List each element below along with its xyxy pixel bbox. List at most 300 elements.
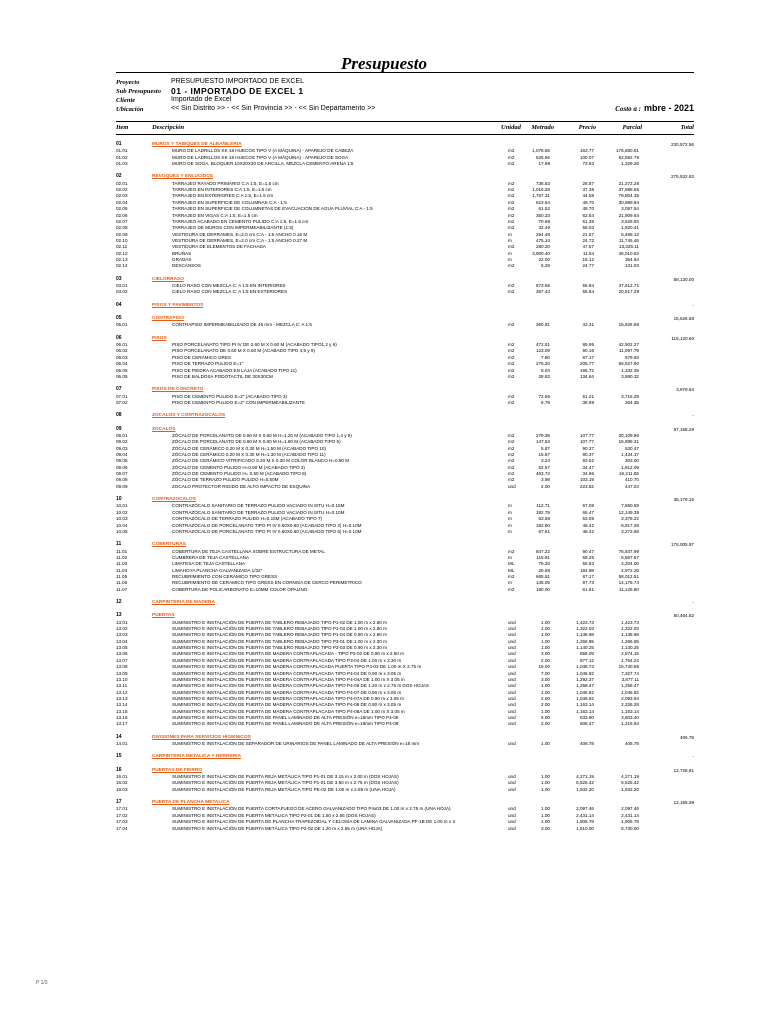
item-code: 01.01	[116, 148, 128, 154]
quantity: 2.00	[541, 695, 550, 701]
unit-price: 103.19	[579, 477, 594, 483]
item-code: 07	[116, 386, 122, 393]
quantity: 17.98	[538, 161, 550, 167]
quantity: 254.48	[535, 231, 550, 237]
unit-price: 100.07	[579, 154, 594, 160]
description: ZÓCALO DE PORCELANATO DE 0.60 M X 0.60 M H=1.80 M (ACABADO TIPO 5)	[172, 439, 341, 445]
unit: m2	[508, 458, 515, 464]
quantity: 32.49	[538, 225, 550, 231]
unit-price: 90.37	[582, 452, 594, 457]
col-item: Item	[116, 124, 129, 131]
quantity: 145.05	[535, 580, 550, 586]
unit: m2	[508, 439, 515, 445]
partial: 30,989.94	[618, 199, 639, 205]
item-code: 09.03	[116, 445, 128, 451]
partial: 78,804.35	[618, 193, 639, 199]
description: ZOCALOS	[152, 426, 176, 432]
quantity: 1.00	[541, 780, 550, 786]
table-row	[116, 399, 694, 406]
unit-price: 165.72	[579, 367, 594, 373]
unit: ML	[508, 561, 515, 567]
unit: m	[508, 509, 512, 515]
col-unidad: Unidad	[501, 124, 521, 131]
unit-price: 56.03	[582, 225, 594, 231]
partial: 1,216.94	[621, 721, 639, 727]
partial: 1,046.82	[621, 689, 639, 695]
total: -	[692, 754, 694, 760]
quantity: 6.00	[541, 714, 550, 720]
unit-price: 38.99	[582, 399, 594, 405]
unit: und	[508, 721, 516, 727]
description: MURO DE SOGA, BLOQUER 10X20X30 DE ARCILLA, MEZCLA CEMENTO:ARENA 1:5	[172, 161, 354, 167]
partial: 354.64	[624, 256, 639, 262]
unit-price: 34.47	[582, 464, 594, 470]
unit: m2	[508, 452, 515, 457]
unit: m2	[508, 148, 515, 154]
quantity: 72.55	[538, 393, 550, 399]
unit: m	[508, 256, 512, 262]
unit: m2	[508, 283, 515, 288]
partial: 530.47	[624, 445, 639, 451]
description: CUMBRERA DE TEJA CASTELLANA	[172, 554, 250, 560]
description: CONTRAZOCALOS	[152, 497, 196, 503]
unit: und	[508, 657, 516, 663]
unit-price: 90.47	[582, 548, 594, 554]
unit: und	[508, 483, 516, 489]
unit-price: 1,163.14	[576, 708, 594, 714]
partial: 20,517.29	[618, 289, 639, 295]
item-code: 02.10	[116, 237, 128, 243]
partial: 176,650.51	[616, 148, 639, 154]
unit-price: 55.83	[582, 561, 594, 567]
unit-price: 107.77	[579, 439, 594, 445]
item-code: 13.11	[116, 683, 128, 689]
unit: m2	[508, 212, 515, 218]
quantity: 1.00	[541, 786, 550, 792]
unit-price: 11.54	[582, 250, 594, 256]
description: PUERTAS DE FIERRO	[152, 767, 203, 773]
unit-price: 49.70	[582, 206, 594, 212]
total: 50,464.82	[673, 613, 694, 619]
description: REVOQUES Y ENLUCIDOS	[152, 174, 214, 180]
partial: 1,258.47	[621, 683, 639, 689]
unit: m2	[508, 471, 515, 477]
total: 12,728.81	[673, 767, 694, 773]
unit: und	[508, 702, 516, 708]
unit: m2	[508, 399, 515, 405]
partial: 264.35	[624, 399, 639, 405]
item-code: 02.01	[116, 180, 128, 186]
item-code: 11.05	[116, 573, 128, 579]
section-row	[116, 302, 694, 309]
unit: m2	[508, 354, 515, 360]
quantity: 1.00	[541, 812, 550, 818]
unit-price: 1,266.95	[576, 638, 594, 644]
item-code: 05.01	[116, 322, 128, 328]
description: COBERTURA DE TEJA CASTELLANA SOBRE ESTRUCTURA DE METAL	[172, 548, 325, 554]
item-code: 13	[116, 612, 122, 619]
partial: 6,525.42	[621, 780, 639, 786]
quantity: 123.09	[535, 348, 550, 354]
col-parcial: Parcial	[622, 124, 642, 131]
item-code: 01.03	[116, 161, 128, 167]
description: SUMINISTRO E INSTALACIÓN DE PUERTA CORTAFUEGO DE ACERO GALVANIZADO TIPO P4x03 DE 1.00 m x 2.75 m (UNA HOJA)	[172, 806, 451, 812]
partial: 1,754.24	[621, 657, 639, 663]
item-code: 09.02	[116, 439, 128, 445]
item-code: 15	[116, 753, 122, 760]
quantity: 1.00	[541, 619, 550, 625]
item-code: 08	[116, 412, 122, 419]
quantity: 112.71	[536, 503, 550, 509]
item-code: 09.04	[116, 452, 128, 457]
partial: 15,626.68	[618, 322, 639, 328]
item-code: 02	[116, 173, 122, 180]
quantity: 15.00	[538, 664, 550, 670]
unit-price: 67.08	[582, 503, 594, 509]
unit-price: 51.21	[582, 393, 594, 399]
description: ZÓCALO DE CEMENTO PULIDO H=0.60 M (ACABADO TIPO 3)	[172, 464, 305, 470]
description: SUMINISTRO E INSTALACIÓN DE PUERTA DE MADERA CONTRAPLACADA TIPO P3-04 DE 1.00 m x 2.30 m	[172, 657, 402, 663]
item-code: 13.04	[116, 638, 128, 644]
description: PISO PORCELANATO TIPO PI IV DE 0.60 M X 0.60 M (ACABADO TIPO1,2 y 6)	[172, 342, 337, 348]
unit: und	[508, 676, 516, 682]
description: CONTRAPISO	[152, 316, 184, 322]
item-code: 16.03	[116, 786, 128, 792]
item-code: 02.06	[116, 212, 128, 218]
description: DESCANSOS	[172, 263, 201, 269]
quantity: 1,016.28	[532, 187, 550, 193]
quantity: 847.22	[535, 548, 550, 554]
unit: und	[508, 670, 516, 676]
total: 230,572.56	[671, 142, 694, 147]
quantity: 147.53	[535, 439, 550, 445]
quantity: 15.87	[538, 452, 550, 457]
unit: m2	[508, 180, 515, 186]
unit: m2	[508, 225, 515, 231]
item-code: 13.13	[116, 695, 128, 701]
description: ZÓCALO DE CERÁMICO VITRIFICADO 0.20 M X 0.30 M COLOR BLANCO H=0.90 M	[172, 458, 350, 464]
header-rule-bottom	[116, 134, 694, 135]
partial: 4,204.00	[621, 561, 639, 567]
unit-price: 47.57	[582, 244, 594, 250]
unit: m2	[508, 193, 515, 199]
unit: und	[508, 695, 516, 701]
quantity: 1.00	[541, 645, 550, 651]
partial: 8,817.28	[621, 522, 639, 528]
unit: m2	[508, 206, 515, 212]
item-code: 03.01	[116, 283, 128, 288]
partial: 5,730.00	[621, 825, 639, 831]
item-code: 13.16	[116, 714, 128, 720]
partial: 13,329.11	[618, 244, 639, 250]
partial: 30,109.86	[618, 432, 639, 438]
unit-price: 24.77	[582, 263, 594, 269]
description: PUERTAS	[152, 613, 175, 619]
partial: 2,326.28	[621, 702, 639, 708]
description: SUMINISTRO E INSTALACIÓN DE PUERTA DE MADERA CONTRAPLACADA - TIPO P3-02 DE 0.90 m x 2.50 m	[172, 651, 404, 657]
unit-price: 134.64	[579, 373, 594, 379]
item-code: 11.01	[116, 548, 128, 554]
item-code: 06.02	[116, 348, 128, 354]
item-code: 01.02	[116, 154, 128, 160]
description: TARRAJEO RAYADO PRIMARIO C:A 1:5, E=1.5 cm	[172, 180, 279, 186]
item-code: 03	[116, 275, 122, 282]
unit-price: 62.54	[582, 212, 594, 218]
quantity: 3.98	[541, 477, 550, 483]
partial: 3,273.68	[621, 528, 639, 534]
unit: m	[508, 522, 512, 528]
unit-price: 858.05	[579, 651, 594, 657]
item-code: 16	[116, 766, 122, 773]
partial: 45,010.62	[618, 250, 639, 256]
meta-row-cliente	[116, 96, 694, 105]
quantity: 67.61	[538, 528, 550, 534]
partial: 406.78	[624, 741, 639, 746]
item-code: 13.01	[116, 619, 128, 625]
partial: 56,627.90	[618, 361, 639, 367]
total: 3,979.64	[676, 387, 694, 393]
item-code: 16.02	[116, 780, 128, 786]
description: CIELORRASO	[152, 276, 184, 282]
description: PISOS DE CONCRETO	[152, 387, 204, 393]
partial: 3,715.29	[621, 393, 639, 399]
description: SUMINISTRO E INSTALACIÓN DE PUERTA DE MADERA CONTRAPLACADA TIPO P4-05 DE 1.20 m x 2.75 m DOS HOJAS	[172, 683, 429, 689]
unit: ML	[508, 567, 515, 573]
unit-price: 633.90	[579, 714, 594, 720]
description: COBERTURAS	[152, 542, 186, 548]
total: 15,626.68	[673, 316, 694, 322]
description: SUMINISTRO E INSTALACIÓN DE PUERTA METÁLICA TIPO P2-02 DE 1.20 m x 2.55 m (UNA HOJA)	[172, 825, 383, 831]
unit-price: 90.16	[582, 348, 594, 354]
description: VESTIDURA DE DERRAMES, E=2.0 cm C:A - 1:5 ANCHO 0.16 M	[172, 231, 308, 237]
unit: und	[508, 774, 516, 780]
description: SUMINISTRO E INSTALACIÓN DE PUERTA DE MADERA CONTRAPLACADA TIPO P4-04A DE 1.00 m X 3.05 m	[172, 676, 405, 682]
quantity: 1.00	[541, 819, 550, 825]
description: LIMAHOYA PLANCHA GALVANIZADA 1/32"	[172, 567, 263, 573]
unit: m2	[508, 348, 515, 354]
partial: 1,812.09	[621, 464, 639, 470]
unit-price: 24.72	[582, 237, 594, 243]
quantity: 63.68	[538, 516, 550, 522]
unit-price: 1,046.82	[576, 670, 594, 676]
description: PISO DE BALDOSA PODOTACTIL DE 30X30CM	[172, 373, 273, 379]
item-code: 11.03	[116, 561, 128, 567]
unit: m2	[508, 432, 515, 438]
item-code: 02.03	[116, 193, 128, 199]
col-metrado: Metrado	[531, 124, 554, 131]
partial: 1,906.78	[621, 819, 639, 825]
unit: m	[508, 250, 512, 256]
quantity: 3,900.40	[532, 250, 550, 256]
item-code: 06	[116, 334, 122, 341]
unit-price: 1,322.03	[576, 626, 594, 632]
unit: m	[508, 528, 512, 534]
partial: 37,612.71	[618, 283, 639, 288]
item-code: 06.03	[116, 354, 128, 360]
unit-price: 51.35	[582, 218, 594, 224]
meta-row-ubicacion	[116, 105, 694, 114]
unit-price: 1,258.47	[576, 683, 594, 689]
unit: und	[508, 632, 516, 638]
unit-price: 205.77	[579, 361, 594, 367]
quantity: 525.56	[535, 154, 550, 160]
description: GRADAS	[172, 256, 192, 262]
quantity: 736.83	[535, 180, 550, 186]
item-code: 04	[116, 301, 122, 308]
quantity: 1.00	[541, 708, 550, 714]
description: ZÓCALO DE PORCELANATO DE 0.60 M X 0.60 M H=1.20 M (ACABADO TIPO 1,4 y 9)	[172, 432, 352, 438]
total: 275,532.63	[671, 174, 694, 180]
unit-price: 877.12	[579, 657, 594, 663]
col-descripcion: Descripción	[152, 124, 185, 131]
item-code: 09.01	[116, 432, 128, 438]
partial: 4,972.26	[621, 567, 639, 573]
quantity: 5.29	[541, 263, 550, 269]
total: -	[692, 600, 694, 605]
meta-value: Importado de Excel	[171, 96, 232, 103]
unit: m2	[508, 342, 515, 348]
quantity: 2.00	[541, 483, 550, 489]
unit-price: 61.81	[582, 586, 594, 592]
unit: und	[508, 651, 516, 657]
partial: 5,489.13	[621, 231, 639, 237]
partial: 679.93	[624, 354, 639, 360]
unit-price: 66.47	[582, 509, 594, 515]
item-code: 13.17	[116, 721, 128, 727]
unit: m	[508, 237, 512, 243]
item-code: 06.06	[116, 373, 128, 379]
unit-price: 43.31	[582, 322, 594, 328]
table-row	[116, 321, 694, 328]
description: SUMINISTRO E INSTALACIÓN DE PUERTA DE MADERA CONTRAPLACADA TIPO P4-08A DE 1.00 m X 3.05 m	[172, 708, 405, 714]
unit: und	[508, 645, 516, 651]
description: PISO DE CERÁMICO GRES	[172, 354, 231, 360]
item-code: 07.01	[116, 393, 128, 399]
unit-price: 1,292.37	[576, 676, 594, 682]
item-code: 16.01	[116, 774, 128, 780]
description: PUERTA DE PLANCHA METALICA	[152, 800, 230, 806]
unit: m2	[508, 199, 515, 205]
quantity: 280.20	[535, 244, 550, 250]
item-code: 09.06	[116, 464, 128, 470]
description: SUMINISTRO E INSTALACIÓN DE PUERTA DE TABLERO REBAJADO TIPO P1-04 DE 0.80 m x 2.80 m	[172, 632, 387, 638]
description: CIELO RASO CON MEZCLA C: A 1:5 EN EXTERIORES	[172, 289, 288, 295]
item-code: 17.02	[116, 812, 128, 818]
partial: 21,272.28	[618, 180, 639, 186]
item-code: 13.10	[116, 676, 128, 682]
quantity: 26.88	[538, 567, 550, 573]
item-code: 10.02	[116, 509, 128, 515]
unit: und	[508, 664, 516, 670]
description: CONTRAZÓCALO DE PORCELANATO TIPO PI IV 0.60X0.60 (ACABADO TIPO 6) H=0.10M	[172, 528, 362, 534]
item-code: 02.09	[116, 231, 128, 237]
unit: m2	[508, 445, 515, 451]
unit-price: 48.42	[582, 528, 594, 534]
item-code: 09.07	[116, 471, 128, 477]
unit-price: 1,140.25	[576, 645, 594, 651]
partial: 15,899.31	[618, 439, 639, 445]
item-code: 17.04	[116, 825, 128, 831]
item-code: 09.08	[116, 477, 128, 483]
partial: 2,097.46	[621, 806, 639, 812]
quantity: 3.00	[541, 676, 550, 682]
unit: m	[508, 503, 512, 509]
quantity: 360.81	[535, 322, 550, 328]
unit-price: 1,046.82	[576, 695, 594, 701]
description: SUMINISTRO E INSTALACIÓN DE PUERTA DE TABLERO REBAJADO TIPO P3-03 DE 0.90 m x 2.30 m	[172, 645, 387, 651]
quantity: 2.00	[541, 657, 550, 663]
description: DIVISIONES PARA SERVICIOS HIGIENICOS	[152, 734, 251, 740]
partial: 3,057.54	[621, 206, 639, 212]
quantity: 182.60	[535, 522, 550, 528]
description: PISO DE CEMENTO PULIDO E=2" (ACABADO TIPO 3)	[172, 393, 287, 399]
partial: 76,647.99	[618, 548, 639, 554]
partial: 2,431.14	[621, 812, 639, 818]
description: SUMINISTRO E INSTALACIÓN DE PUERTA DE PLANCHA TRAPEZOIDAL Y CELOSÍA DE LAMINA GALVANIZADA PF-1B DE 1.00 m x 3	[172, 819, 456, 825]
unit: und	[508, 714, 516, 720]
item-code: 10.04	[116, 522, 128, 528]
item-code: 02.05	[116, 206, 128, 212]
unit-price: 21.57	[582, 231, 594, 237]
quantity: 180.00	[535, 586, 550, 592]
quantity: 182.78	[535, 509, 550, 515]
item-code: 09	[116, 425, 122, 432]
description: CONTRAZÓCALO DE PORCELANATO TIPO PI IV 0.60X0.60 (ACABADO TIPO 2) H=0.10M	[172, 522, 362, 528]
item-code: 14	[116, 733, 122, 740]
unit-price: 1,906.78	[576, 819, 594, 825]
quantity: 1.00	[541, 638, 550, 644]
quantity: 8.04	[541, 367, 550, 373]
unit: und	[508, 741, 516, 746]
description: MURO DE LADRILLOS KK 18 HUECOS TIPO V (A MÁQUINA) - APAREJO DE SOGA	[172, 154, 349, 160]
table-row	[116, 262, 694, 269]
description: CARPINTERIA DE MADERA	[152, 600, 215, 605]
unit-price: 6,525.42	[576, 780, 594, 786]
description: SUMINISTRO E INSTALACIÓN DE PUERTA REJA METÁLICA TIPO P1-01 DE 3.15 m x 2.00 m (DOS HOJAS)	[172, 774, 399, 780]
unit: und	[508, 819, 516, 825]
table-row	[116, 160, 694, 167]
item-code: 10.01	[116, 503, 128, 509]
description: PISO DE PIEDRA ACABADO EN LAJA (ACABADO TIPO 11)	[172, 367, 297, 373]
unit: und	[508, 786, 516, 792]
item-code: 10.03	[116, 516, 128, 522]
description: TARRAJEO EN SUPERFICIE DE COLUMNETAS DE EVACUACION DE AGUA PLUVIAL C:A - 1:5	[172, 206, 373, 212]
unit: und	[508, 683, 516, 689]
unit: m2	[508, 361, 515, 367]
unit-price: 28.87	[582, 180, 594, 186]
costo-date	[615, 103, 694, 113]
costo-label: Costo a :	[615, 105, 641, 113]
quantity: 623.54	[535, 199, 550, 205]
item-code: 02.02	[116, 187, 128, 193]
unit-price: 223.52	[579, 483, 594, 489]
partial: 3,629.93	[621, 218, 639, 224]
col-total: Total	[680, 124, 694, 131]
unit-price: 37.38	[582, 187, 594, 193]
partial: 7,560.59	[621, 503, 639, 509]
meta-value: << Sin Distrito >> - << Sin Provincia >> - << Sin Departamento >>	[171, 105, 376, 112]
partial: 1,266.95	[621, 638, 639, 644]
unit-price: 1,910.00	[576, 825, 594, 831]
quantity: 22.00	[538, 256, 550, 262]
section-row	[116, 753, 694, 760]
unit: m2	[508, 367, 515, 373]
description: VESTIDURA DE ELEMENTOS DE FACHADA	[172, 244, 266, 250]
unit-price: 90.37	[582, 445, 594, 451]
partial: 37,988.55	[618, 187, 639, 193]
partial: 3,877.11	[621, 676, 639, 682]
quantity: 472.51	[535, 342, 550, 348]
